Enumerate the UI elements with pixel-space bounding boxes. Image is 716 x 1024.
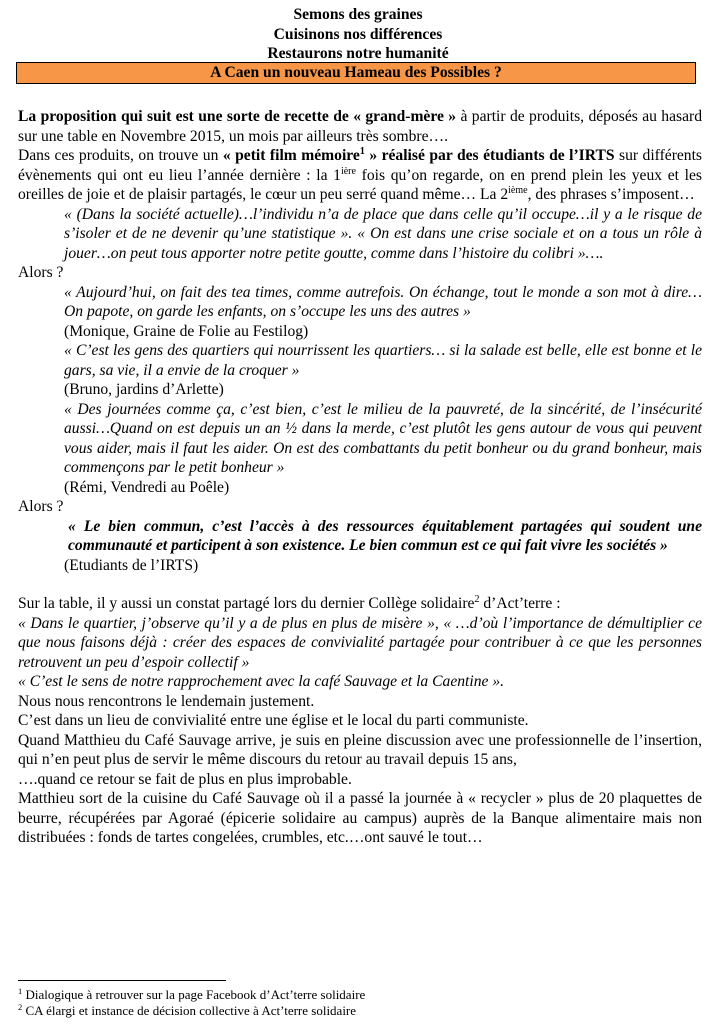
headline-banner: A Caen un nouveau Hameau des Possibles ? xyxy=(16,62,696,84)
college-lead: Sur la table, il y aussi un constat partagé lors du dernier Collège solidaire xyxy=(18,595,475,612)
sup-iere: ière xyxy=(340,165,356,177)
quote-5: « Le bien commun, c’est l’accès à des ressources équitablement partagées qui soudent une communauté et participent à son existence. Le bien commun est ce qui fait vivre les sociétés » xyxy=(68,517,702,554)
story-line-3b: ….quand ce retour se fait de plus en plus improbable. xyxy=(18,770,352,788)
alors-2: Alors ? xyxy=(18,498,64,515)
film-bold-a: « petit film mémoire xyxy=(222,147,360,164)
footnote-1 xyxy=(18,987,365,1003)
footnote-number-1: 1 xyxy=(18,986,23,996)
intro2-text-b: sur différents évènements qui ont eu lieu l’année dernière : la 1 xyxy=(18,147,703,184)
footnote-1-text: Dialogique à retrouver sur la page Facebook d’Act’terre solidaire xyxy=(22,987,366,1002)
footnote-ref-2: 2 xyxy=(474,594,480,605)
footnote-2-text: CA élargi et instance de décision collective à Act’terre solidaire xyxy=(22,1003,357,1018)
college-paragraph xyxy=(18,594,702,614)
college-quote-b: « C’est le sens de notre rapprochement avec la café Sauvage et la Caentine ». xyxy=(18,673,505,690)
intro2-text-a: Dans ces produits, on trouve un xyxy=(18,147,223,164)
title-line-3: Restaurons notre humanité xyxy=(267,45,449,62)
article-body xyxy=(18,107,702,848)
intro-bold: La proposition qui suit est une sorte de recette de « grand-mère » xyxy=(18,108,457,125)
alors-1: Alors ? xyxy=(18,264,64,281)
footnote-separator xyxy=(18,980,226,981)
film-bold-b: » réalisé par des étudiants de l’IRTS xyxy=(364,147,615,164)
story-line-4: Matthieu sort de la cuisine du Café Sauvage où il a passé la journée à « recycler » plus de 20 plaquettes de beurre, récupérées par Agoraé (épicerie solidaire au campus) auprès de la Banque alimentaire mais non distribuées : fonds de tartes congelées, crumbles, etc.…ont sauvé le tout… xyxy=(18,790,702,846)
college-lead-end: d’Act’terre : xyxy=(479,595,561,612)
source-3: (Bruno, jardins d’Arlette) xyxy=(64,381,224,398)
footnote-ref-1: 1 xyxy=(359,146,365,157)
quote-2: « Aujourd’hui, on fait des tea times, comme autrefois. On échange, tout le monde a son mot à dire…On papote, on garde les enfants, on s’occupe les uns des autres » xyxy=(64,283,702,320)
intro-text: à partir de produits, déposés au hasard sur une table en Novembre 2015, un mois par ailleurs très sombre…. xyxy=(18,108,703,145)
college-quote-a: « Dans le quartier, j’observe qu’il y a de plus en plus de misère », « …d’où l’importance de démultiplier ce que nous faisons déjà : créer des espaces de convivialité partagée pour contribuer à ce que les personnes retrouvent un peu d’espoir collectif » xyxy=(18,614,702,671)
source-4: (Rémi, Vendredi au Poêle) xyxy=(64,478,230,496)
quote-4: « Des journées comme ça, c’est bien, c’est le milieu de la pauvreté, de la sincérité, de l’insécurité aussi…Quand on est depuis un an ½ dans la merde, c’est plutôt les gens autour de vous qui peuvent vous aider, mais il faut les aider. On est des combattants du petit bonheur ou du grand bonheur, mais commençons par le petit bonheur » xyxy=(64,400,702,476)
intro-paragraph-2 xyxy=(18,146,702,205)
story-line-2: C’est dans un lieu de convivialité entre une église et le local du parti communiste. xyxy=(18,712,529,729)
paragraph-gap xyxy=(18,575,702,594)
title-line-2: Cuisinons nos différences xyxy=(273,25,443,43)
quote-3: « C’est les gens des quartiers qui nourrissent les quartiers… si la salade est belle, elle est bonne et le gars, sa vie, il a envie de la croquer » xyxy=(64,342,702,379)
source-2: (Monique, Graine de Folie au Festilog) xyxy=(64,322,309,340)
footnote-number-2: 2 xyxy=(18,1002,23,1012)
story-line-1: Nous nous rencontrons le lendemain justement. xyxy=(18,692,315,710)
title-line-1: Semons des graines xyxy=(293,6,423,23)
title-block xyxy=(0,5,716,64)
story-line-3a: Quand Matthieu du Café Sauvage arrive, je suis en pleine discussion avec une professionnelle de l’insertion, qui n’en peut plus de servir le même discours du retour au travail depuis 15 ans, xyxy=(18,731,702,768)
sup-ieme: ième xyxy=(508,185,528,196)
footnotes xyxy=(18,987,365,1019)
quote-1: « (Dans la société actuelle)…l’individu n’a de place que dans celle qu’il occupe…il y a le risque de s’isoler et de ne devenir qu’une statistique ». « On est dans une crise sociale et on a tous un rôle à jouer…on peut tous apporter notre petite goutte, comme dans l’histoire du colibri »…. xyxy=(64,205,702,262)
footnote-2 xyxy=(18,1003,365,1019)
intro-paragraph-1 xyxy=(18,107,702,146)
intro2-text-c: fois qu’on regarde, on en prend plein les yeux et les oreilles de joie et de plaisir partagés, le cœur un peu serré quand même… La 2 xyxy=(18,166,702,203)
intro2-text-d: , des phrases s’imposent… xyxy=(527,186,695,203)
source-5: (Etudiants de l’IRTS) xyxy=(64,556,199,574)
